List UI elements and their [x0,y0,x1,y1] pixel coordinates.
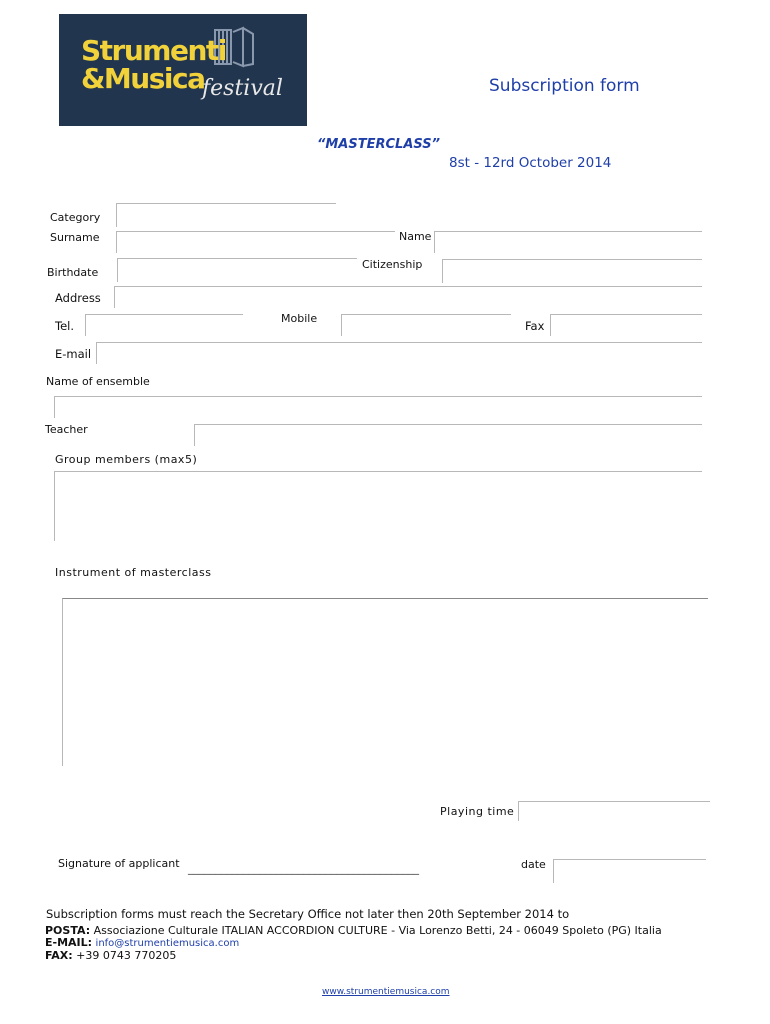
playing-time-field[interactable] [518,801,710,821]
group-members-label: Group members (max5) [55,453,198,466]
deadline-text: Subscription forms must reach the Secretary Office not later then 20th September 2014 to [46,907,570,921]
mobile-field[interactable] [341,314,511,336]
citizenship-field[interactable] [442,259,702,283]
fax-field[interactable] [550,314,702,336]
name-label: Name [399,230,432,243]
citizenship-label: Citizenship [362,258,423,271]
teacher-field[interactable] [194,424,702,446]
category-label: Category [50,211,101,224]
playing-time-label: Playing time [440,805,515,818]
fax-label: Fax [525,319,545,333]
birthdate-label: Birthdate [47,266,99,279]
surname-label: Surname [50,231,100,244]
date-label: date [521,858,546,871]
instrument-field[interactable] [62,598,708,766]
signature-label: Signature of applicant [58,857,180,870]
address-field[interactable] [114,286,702,308]
fax-number: +39 0743 770205 [76,949,177,962]
group-members-field[interactable] [54,471,702,541]
tel-field[interactable] [85,314,243,336]
email-line [45,936,239,949]
email-label: E-mail [55,347,92,361]
tel-label: Tel. [55,319,74,333]
fax-contact-label: FAX: [45,949,73,962]
fax-line [45,949,176,962]
address-label: Address [55,291,101,305]
date-field[interactable] [553,859,706,883]
birthdate-field[interactable] [117,258,357,282]
event-dates: 8st - 12rd October 2014 [449,155,612,171]
ensemble-label: Name of ensemble [46,375,150,388]
posta-address: Associazione Culturale ITALIAN ACCORDION CULTURE - Via Lorenzo Betti, 24 - 06049 Spoleto (PG) Italia [93,924,662,937]
name-field[interactable] [434,231,702,253]
logo-line-2: &Musica [81,62,205,95]
website-link[interactable]: www.strumentiemusica.com [322,987,450,997]
posta-label: POSTA: [45,924,91,937]
category-field[interactable] [116,203,336,227]
mobile-label: Mobile [281,312,318,325]
email-field[interactable] [96,342,702,364]
event-name: “MASTERCLASS” [317,137,441,152]
surname-field[interactable] [116,231,395,253]
form-title: Subscription form [489,76,640,96]
logo-line-1: Strumenti [81,34,226,67]
email-contact-link[interactable]: info@strumentiemusica.com [95,938,240,949]
instrument-label: Instrument of masterclass [55,566,212,579]
logo-line-3: festival [202,76,283,101]
ensemble-field[interactable] [54,396,702,418]
festival-logo [59,14,307,126]
teacher-label: Teacher [45,423,88,436]
signature-line[interactable]: __________________________________________ [188,862,419,875]
email-contact-label: E-MAIL: [45,936,93,949]
